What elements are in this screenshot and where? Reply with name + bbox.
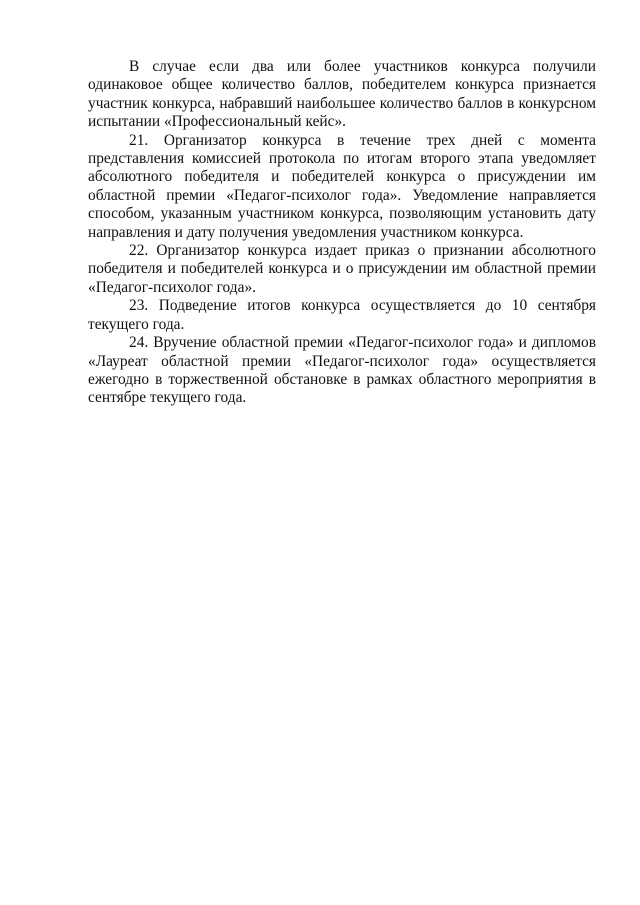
paragraph-21: 21. Организатор конкурса в течение трех дней с момента представления комиссией протокола по итогам второго этапа уведомляет абсолютного победителя и победителей конкурса о присуждении им областной премии «Педагог-психолог года». Уведомление направляется способом, указанным участником конкурса, позволяющим установить дату направления и дату получения уведомления участником конкурса. — [88, 131, 596, 241]
paragraph-tie-rule: В случае если два или более участников конкурса получили одинаковое общее количество баллов, победителем конкурса признается участник конкурса, набравший наибольшее количество баллов в конкурсном испытании «Профессиональный кейс». — [88, 58, 596, 131]
paragraph-22: 22. Организатор конкурса издает приказ о признании абсолютного победителя и победителей конкурса и о присуждении им областной премии «Педагог-психолог года». — [88, 242, 596, 296]
document-page — [88, 58, 596, 408]
paragraph-24: 24. Вручение областной премии «Педагог-психолог года» и дипломов «Лауреат областной премии «Педагог-психолог года» осуществляется ежегодно в торжественной обстановке в рамках областного мероприятия в сентябре текущего года. — [88, 334, 596, 407]
paragraph-23: 23. Подведение итогов конкурса осуществляется до 10 сентября текущего года. — [88, 297, 596, 333]
